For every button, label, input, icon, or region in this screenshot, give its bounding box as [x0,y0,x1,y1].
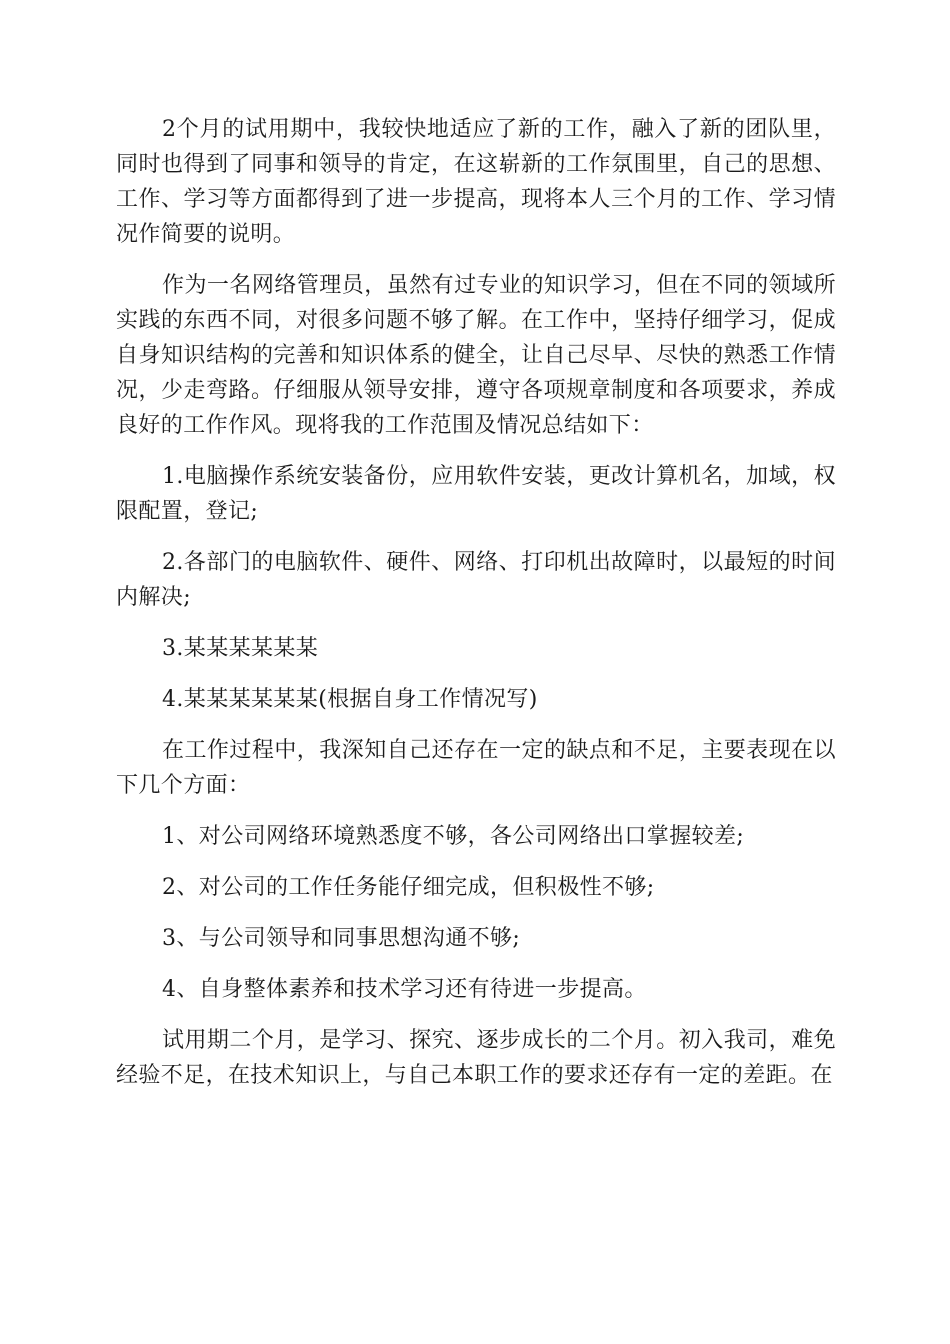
shortcoming-item-4: 4、自身整体素养和技术学习还有待进一步提高。 [162,977,647,1002]
role-paragraph: 作为一名网络管理员，虽然有过专业的知识学习，但在不同的领域所实践的东西不同，对很多问题不够了解。在工作中，坚持仔细学习，促成自身知识结构的完善和知识体系的健全，让自己尽早、尽快的熟悉工作情况，少走弯路。仔细服从领导安排，遵守各项规章制度和各项要求，养成良好的工作作风。现将我的工作范围及情况总结如下： [116,273,836,438]
shortcomings-intro-paragraph: 在工作过程中，我深知自己还存在一定的缺点和不足，主要表现在以下几个方面： [116,738,836,798]
document-body [116,112,836,1109]
duty-item-2: 2.各部门的电脑软件、硬件、网络、打印机出故障时，以最短的时间内解决; [116,550,836,610]
shortcoming-item-1: 1、对公司网络环境熟悉度不够，各公司网络出口掌握较差; [162,824,745,849]
duty-item-4: 4.某某某某某某(根据自身工作情况写) [162,687,538,712]
shortcoming-item-3: 3、与公司领导和同事思想沟通不够; [162,926,521,951]
intro-paragraph: 2个月的试用期中，我较快地适应了新的工作，融入了新的团队里，同时也得到了同事和领导的肯定，在这崭新的工作氛围里，自己的思想、工作、学习等方面都得到了进一步提高，现将本人三个月的工作、学习情况作简要的说明。 [116,117,836,247]
duty-item-1: 1.电脑操作系统安装备份，应用软件安装，更改计算机名，加域，权限配置，登记; [116,464,836,524]
duty-item-3: 3.某某某某某某 [162,636,319,661]
conclusion-paragraph: 试用期二个月，是学习、探究、逐步成长的二个月。初入我司，难免经验不足，在技术知识上，与自己本职工作的要求还存有一定的差距。在 [116,1028,836,1088]
shortcoming-item-2: 2、对公司的工作任务能仔细完成，但积极性不够; [162,875,655,900]
